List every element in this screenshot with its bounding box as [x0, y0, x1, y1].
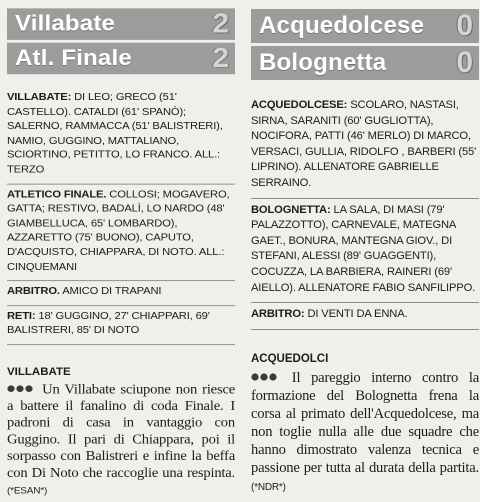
- referee: [251, 303, 479, 330]
- match-report-acquedolcese: [251, 0, 479, 497]
- score-row-away: [251, 46, 479, 80]
- referee-text: AMICO DI TRAPANI: [59, 285, 162, 297]
- lineup-text: SCOLARO, NASTASI, SIRNA, SARANITI (60' GUGLIOTTA), NOCIFORA, PATTI (46' MERLO) DI MARCO, VERSACI, GULLIA, RIDOLFO , BARBERI (55' LIPRINO). ALLENATORE GABRIELLE SERRAINO.: [251, 99, 477, 189]
- three-dots-rating-icon: [251, 369, 281, 379]
- team-score: 2: [212, 42, 229, 74]
- match-report-villabate: [7, 0, 235, 500]
- lineup-label: ATLETICO FINALE.: [7, 188, 107, 200]
- team-name: Bolognetta: [259, 49, 387, 76]
- score-row-home: [251, 9, 479, 43]
- score-row-home: [7, 8, 235, 40]
- lineup-text: LA SALA, DI MASI (79' PALAZZOTTO), CARNEVALE, MATEGNA GAET., BONURA, MANTEGNA GIOV., DI STEFANI, ALESSI (89' GUAGGENTI), COCUZZA, LA BARBIERA, RAINERI (69' AIELLO). ALLENATORE FABIO SANFILIPPO.: [251, 203, 476, 294]
- team-name: Acquedolcese: [259, 12, 425, 39]
- story-body: [7, 381, 235, 500]
- scoreboard: [251, 9, 479, 80]
- team-score: 0: [456, 9, 473, 42]
- story-body: [251, 369, 479, 497]
- lineup-label: ACQUEDOLCESE:: [251, 99, 348, 111]
- lineup-label: BOLOGNETTA:: [251, 203, 331, 216]
- author-signature: (*ESAN*): [7, 485, 48, 497]
- goals-text: 18' GUGGINO, 27' CHIAPPARI, 69' BALISTRERI, 85' DI NOTO: [7, 310, 210, 337]
- scoreboard: [7, 8, 235, 74]
- referee-label: ARBITRO.: [7, 285, 60, 297]
- team-name: Atl. Finale: [15, 45, 132, 71]
- lineup-label: VILLABATE:: [7, 91, 72, 103]
- story-text: Il pareggio interno contro la formazione del Bolognetta frena la corsa al primato dell'Acquedolcese, ma non toglie nulla alle due squadre che hanno dimostrato valenza tecnica e passione per tutta al durata della partita.: [251, 369, 479, 476]
- referee-label: ARBITRO:: [251, 308, 305, 321]
- lineup-text: DI LEO; GRECO (51' CASTELLO). CATALDI (61' SPANÒ); SALERNO, RAMMACCA (51' BALISTRERI), NAMIO, GUGGINO, MATTALIANO, SCIORTINO, PETITTO, LO FRANCO. ALL.: TERZO: [7, 91, 223, 176]
- team-score: 2: [212, 8, 229, 39]
- team-score: 0: [456, 46, 473, 79]
- goals-label: RETI:: [7, 310, 36, 322]
- referee-text: DI VENTI DA ENNA.: [304, 308, 408, 321]
- lineup-away: [251, 199, 479, 304]
- score-row-away: [7, 43, 235, 75]
- three-dots-rating-icon: [7, 381, 37, 390]
- story-text: Un Villabate sciupone non riesce a battere il fanalino di coda Finale. I padroni di casa in vantaggio con Guggino. Il pari di Chiappara, poi il sorpasso con Balistreri e infine la beffa con Di Noto che raccoglie una respinta.: [7, 382, 235, 481]
- story-heading: VILLABATE: [7, 366, 71, 378]
- referee: [7, 281, 235, 306]
- lineup-home: [251, 94, 479, 199]
- lineup-away: [7, 184, 235, 281]
- lineup-home: [7, 87, 235, 184]
- story-heading: ACQUEDOLCI: [251, 352, 329, 365]
- goals: [7, 306, 235, 345]
- author-signature: (*NDR*): [251, 481, 286, 493]
- team-name: Villabate: [15, 11, 116, 37]
- lineup-text: COLLOSI; MOGAVERO, GATTA; RESTIVO, BADALÌ, LO NARDO (48' GIAMBELLUCA, 65' LOMBARDO), AZZARETTO (75' BUONO), CAPUTO, D'ACQUISTO, CHIAPPARA, DI NOTO. ALL.: CINQUEMANI: [7, 188, 230, 273]
